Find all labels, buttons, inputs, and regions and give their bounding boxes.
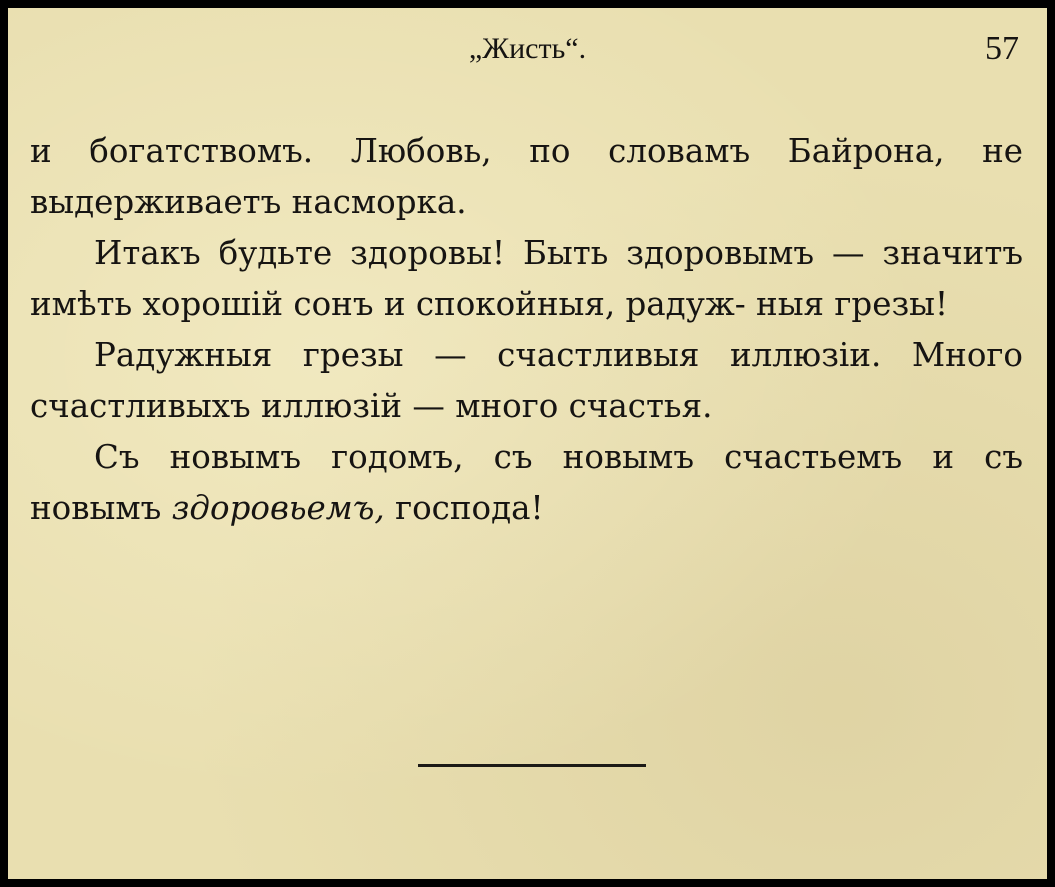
paragraph-1-line-1: и богатствомъ. Любовь, по словамъ Байрона, не — [30, 132, 1023, 170]
page-number: 57 — [985, 30, 1019, 67]
paragraph-4 — [30, 432, 1023, 534]
paragraph-4-end: господа! — [384, 489, 544, 527]
body-text — [30, 126, 1023, 534]
paragraph-3: Радужныя грезы — счастливыя иллюзіи. Много счастливыхъ иллюзій — много счастья. — [30, 336, 1023, 425]
paragraph-1-line-2: выдерживаетъ насморка. — [30, 183, 467, 221]
paragraph-1 — [30, 126, 1023, 228]
book-page — [8, 8, 1047, 879]
section-divider-rule — [418, 764, 646, 767]
running-title: „Жисть“. — [468, 32, 587, 65]
paragraph-4-italic: здоровьемъ, — [171, 489, 385, 527]
paragraph-4-text: Съ новымъ годомъ, съ новымъ счастьемъ и съ новымъ — [30, 438, 1023, 527]
paragraph-2: Итакъ будьте здоровы! Быть здоровымъ — значитъ имѣть хорошій сонъ и спокойныя, радуж- ныя грезы! — [30, 234, 1023, 323]
